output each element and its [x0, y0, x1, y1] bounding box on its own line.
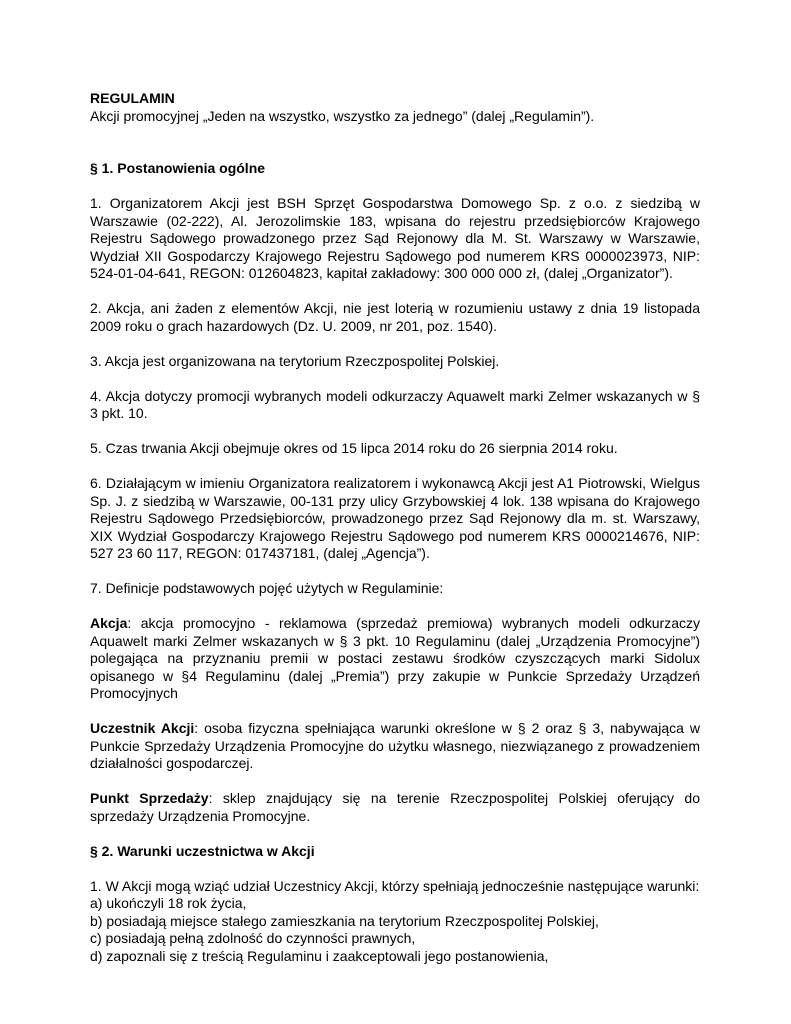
- section-1-paragraph-1: 1. Organizatorem Akcji jest BSH Sprzęt Gospodarstwa Domowego Sp. z o.o. z siedzibą w Warszawie (02-222), Al. Jerozolimskie 183, wpisana do rejestru przedsiębiorców Krajowego Rejestru Sądowego prowadzonego przez Sąd Rejonowy dla M. St. Warszawy w Warszawie, Wydział XII Gospodarczy Krajowego Rejestru Sądowego pod numerem KRS 0000023973, NIP: 524-01-04-641, REGON: 012604823, kapitał zakładowy: 300 000 000 zł, (dalej „Organizator”).: [90, 195, 700, 281]
- definition-uczestnik: [90, 720, 700, 773]
- section-1-paragraph-3: 3. Akcja jest organizowana na terytorium Rzeczpospolitej Polskiej.: [90, 352, 500, 369]
- section-1-heading: § 1. Postanowienia ogólne: [90, 160, 266, 176]
- section-2-paragraph-1: 1. W Akcji mogą wziąć udział Uczestnicy Akcji, którzy spełniają jednocześnie następujące warunki:: [90, 877, 700, 894]
- definition-text: : sklep znajdujący się na terenie Rzeczpospolitej Polskiej oferujący do sprzedaży Urządzenia Promocyjne.: [90, 790, 700, 824]
- definition-text: : akcja promocyjno - reklamowa (sprzedaż premiowa) wybranych modeli odkurzaczy Aquawelt marki Zelmer wskazanych w § 3 pkt. 10 Regulaminu (dalej „Urządzenia Promocyjne”) polegająca na przyznaniu premii w postaci zestawu środków czyszczących marki Sidolux opisanego w §4 Regulaminu (dalej „Premia”) przy zakupie w Punkcie Sprzedaży Urządzeń Promocyjnych: [90, 615, 700, 701]
- section-1-paragraph-6: 6. Działającym w imieniu Organizatora realizatorem i wykonawcą Akcji jest A1 Piotrowski, Wielgus Sp. J. z siedzibą w Warszawie, 00-131 przy ulicy Grzybowskiej 4 lok. 138 wpisana do Krajowego Rejestru Sądowego Przedsiębiorców, prowadzonego przez Sąd Rejonowy dla m. st. Warszawy, XIX Wydział Gospodarczy Krajowego Rejestru Sądowego pod numerem KRS 0000214676, NIP: 527 23 60 117, REGON: 017437181, (dalej „Agencja”).: [90, 475, 700, 561]
- document-page: [90, 90, 700, 965]
- section-2-heading: § 2. Warunki uczestnictwa w Akcji: [90, 842, 315, 859]
- definition-text: : osoba fizyczna spełniająca warunki określone w § 2 oraz § 3, nabywająca w Punkcie Sprzedaży Urządzenia Promocyjne do użytku własnego, niezwiązanego z prowadzeniem działalności gospodarczej.: [90, 720, 700, 771]
- document-subtitle: Akcji promocyjnej „Jeden na wszystko, wszystko za jednego” (dalej „Regulamin”).: [90, 107, 595, 124]
- list-item: d) zapoznali się z treścią Regulaminu i zaakceptowali jego postanowienia,: [90, 947, 549, 964]
- document-title: REGULAMIN: [90, 90, 175, 106]
- definition-term: Akcja: [90, 615, 128, 631]
- definition-term: Uczestnik Akcji: [90, 720, 195, 736]
- section-1-paragraph-7: 7. Definicje podstawowych pojęć użytych w Regulaminie:: [90, 580, 444, 596]
- definition-term: Punkt Sprzedaży: [90, 790, 209, 806]
- list-item: a) ukończyli 18 rok życia,: [90, 895, 247, 911]
- section-1-paragraph-2: 2. Akcja, ani żaden z elementów Akcji, nie jest loterią w rozumieniu ustawy z dnia 19 listopada 2009 roku o grach hazardowych (Dz. U. 2009, nr 201, poz. 1540).: [90, 300, 700, 334]
- definition-akcja: [90, 615, 700, 703]
- definition-punkt-sprzedazy: [90, 790, 700, 825]
- list-item: c) posiadają pełną zdolność do czynności prawnych,: [90, 930, 416, 946]
- section-1-paragraph-5: 5. Czas trwania Akcji obejmuje okres od 15 lipca 2014 roku do 26 sierpnia 2014 roku.: [90, 440, 618, 456]
- list-item: b) posiadają miejsce stałego zamieszkania na terytorium Rzeczpospolitej Polskiej,: [90, 912, 599, 929]
- section-1-paragraph-4: 4. Akcja dotyczy promocji wybranych modeli odkurzaczy Aquawelt marki Zelmer wskazanych w § 3 pkt. 10.: [90, 387, 700, 421]
